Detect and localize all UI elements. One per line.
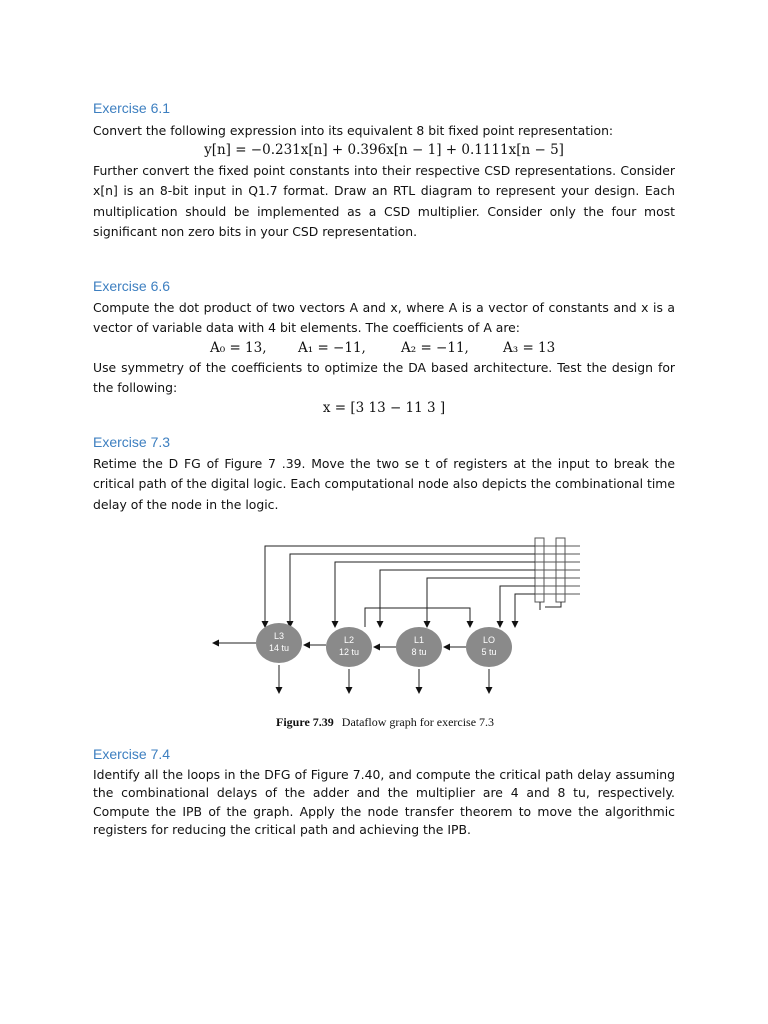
node-l2-delay: 12 tu — [338, 647, 360, 657]
exercise-6-1-intro: Convert the following expression into its equivalent 8 bit fixed point representation: — [93, 123, 614, 138]
node-l1-delay: 8 tu — [411, 647, 427, 657]
exercise-7-4-body: Identify all the loops in the DFG of Figure 7.40, and compute the critical path delay assuming the combinational delays of the adder and the multiplier are 4 and 8 tu, respectively. Compute the IPB of the graph. Apply the node transfer theorem to move the algorithmic registers for reducing the critical path and achieving the IPB. — [93, 767, 675, 837]
exercise-6-1-heading: Exercise 6.1 — [93, 100, 171, 116]
exercise-6-6-intro: Compute the dot product of two vectors A and x, where A is a vector of constants and x is a vector of variable data with 4 bit elements. The coefficients of A are: — [93, 300, 675, 336]
node-l0 — [466, 627, 512, 667]
node-l2-label: L2 — [343, 635, 355, 645]
exercise-6-1-equation: y[n] = −0.231x[n] + 0.396x[n − 1] + 0.1111x[n − 5] — [204, 142, 564, 158]
coefficient-a0: A₀ = 13, — [210, 340, 267, 356]
exercise-7-3-heading: Exercise 7.3 — [93, 434, 171, 450]
node-l2 — [326, 627, 372, 667]
coefficient-a3: A₃ = 13 — [503, 340, 556, 356]
exercise-6-6-body: Use symmetry of the coefficients to optimize the DA based architecture. Test the design for the following: — [93, 360, 675, 396]
test-vector: x = [3 13 − 11 3 ] — [322, 400, 446, 416]
figure-caption — [276, 715, 494, 730]
node-l3 — [256, 623, 302, 663]
dataflow-graph — [205, 535, 585, 705]
exercise-6-1-body: Further convert the fixed point constants into their respective CSD representations. Consider x[n] is an 8-bit input in Q1.7 format. Draw an RTL diagram to represent your design. Each multiplication should be implemented as a CSD multiplier. Consider only the four most significant non zero bits in your CSD representation. — [93, 163, 675, 240]
exercise-7-4-heading: Exercise 7.4 — [93, 746, 171, 762]
dataflow-graph-figure — [205, 535, 585, 705]
node-l0-delay: 5 tu — [481, 647, 497, 657]
coefficient-a2: A₂ = −11, — [401, 340, 469, 356]
node-l1-label: L1 — [413, 635, 425, 645]
figure-caption-text: Dataflow graph for exercise 7.3 — [341, 715, 495, 729]
figure-caption-label: Figure 7.39 — [276, 715, 334, 729]
coefficient-a1: A₁ = −11, — [298, 340, 366, 356]
feed-lines — [265, 546, 561, 627]
node-l3-label: L3 — [273, 631, 285, 641]
node-l3-delay: 14 tu — [268, 643, 290, 653]
exercise-7-3-body: Retime the D FG of Figure 7 .39. Move the two se t of registers at the input to break the critical path of the digital logic. Each computational node also depicts the combinational time delay of the node in the logic. — [93, 456, 675, 512]
coefficient-list — [93, 340, 675, 358]
exercise-6-6-heading: Exercise 6.6 — [93, 278, 171, 294]
node-l0-label: LO — [482, 635, 496, 645]
node-l1 — [396, 627, 442, 667]
